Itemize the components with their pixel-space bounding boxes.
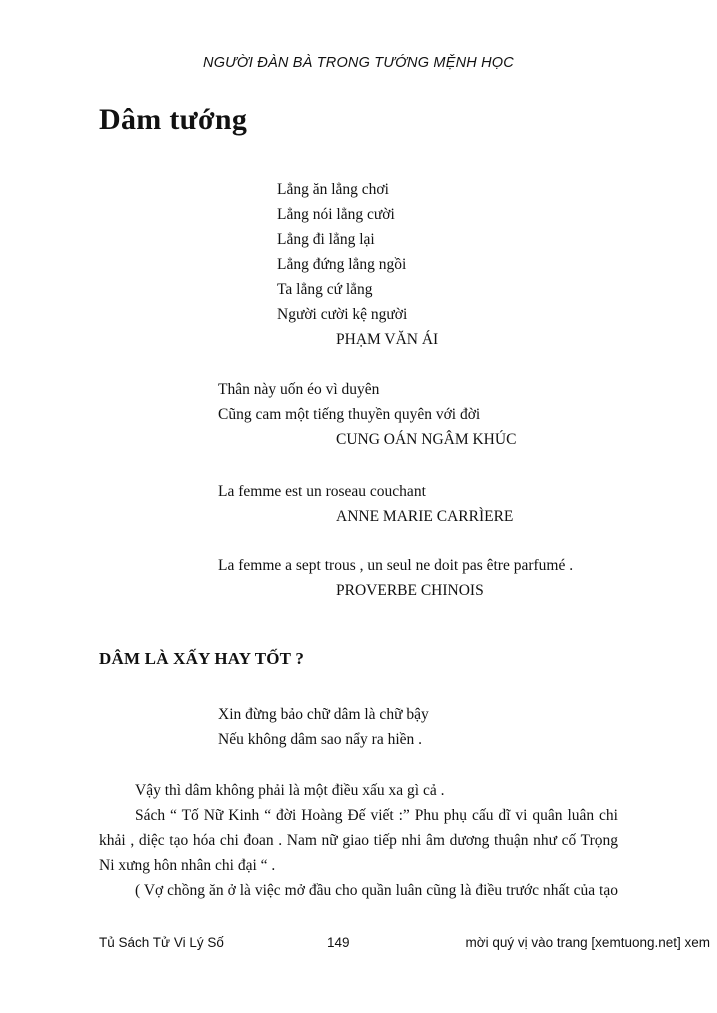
footer-site-note: mời quý vị vào trang [xemtuong.net] xem	[465, 935, 710, 950]
footer-book-series: Tủ Sách Tử Vi Lý Số	[99, 935, 224, 950]
chapter-title: Dâm tướng	[99, 103, 248, 136]
paragraph-line: khải , diệc tạo hóa chi đoan . Nam nữ giao tiếp nhi âm dương thuận như cố Trọng	[99, 832, 618, 849]
couplet	[218, 702, 429, 752]
epigraph-line: Lẳng nói lẳng cười	[277, 206, 395, 223]
epigraph-attribution: PHẠM VĂN ÁI	[336, 331, 439, 348]
epigraph-line: Thân này uốn éo vì duyên	[218, 381, 380, 398]
epigraph-line: Cũng cam một tiếng thuyền quyên với đời	[218, 406, 481, 423]
paragraph-line: Ni xưng hôn nhân chi đại “ .	[99, 857, 276, 874]
epigraph-poem-1	[277, 177, 407, 327]
epigraph-line: Lẳng ăn lẳng chơi	[277, 181, 389, 198]
section-heading: DÂM LÀ XẤY HAY TỐT ?	[99, 649, 305, 668]
couplet-line: Nếu không dâm sao nẩy ra hiền .	[218, 731, 423, 748]
epigraph-line: Lẳng đứng lẳng ngồi	[277, 256, 407, 273]
running-header: NGƯỜI ĐÀN BÀ TRONG TƯỚNG MỆNH HỌC	[203, 55, 514, 71]
epigraph-line: Người cười kệ người	[277, 306, 408, 323]
paragraph-2	[99, 803, 618, 878]
paragraph-3	[99, 878, 618, 903]
paragraph-line: ( Vợ chồng ăn ở là việc mở đầu cho quần luân cũng là điều trước nhất của tạo	[135, 882, 618, 899]
paragraph-line: Vậy thì dâm không phải là một điều xấu xa gì cả .	[135, 782, 445, 799]
epigraph-line: Ta lẳng cứ lẳng	[277, 281, 373, 298]
epigraph-poem-2	[218, 377, 480, 427]
epigraph-attribution: ANNE MARIE CARRÌERE	[336, 508, 514, 525]
epigraph-line: La femme est un roseau couchant	[218, 483, 426, 500]
epigraph-line: La femme a sept trous , un seul ne doit pas être parfumé .	[218, 557, 574, 574]
footer-page-number: 149	[327, 935, 350, 950]
epigraph-quote-4	[218, 553, 573, 578]
epigraph-line: Lẳng đi lẳng lại	[277, 231, 375, 248]
paragraph-1	[99, 778, 618, 803]
epigraph-attribution: PROVERBE CHINOIS	[336, 582, 484, 599]
epigraph-attribution: CUNG OÁN NGÂM KHÚC	[336, 431, 517, 448]
couplet-line: Xin đừng bảo chữ dâm là chữ bậy	[218, 706, 429, 723]
paragraph-line: Sách “ Tố Nữ Kinh “ đời Hoàng Đế viết :” Phu phụ cấu dĩ vi quân luân chi	[135, 807, 618, 824]
epigraph-quote-3	[218, 479, 426, 504]
